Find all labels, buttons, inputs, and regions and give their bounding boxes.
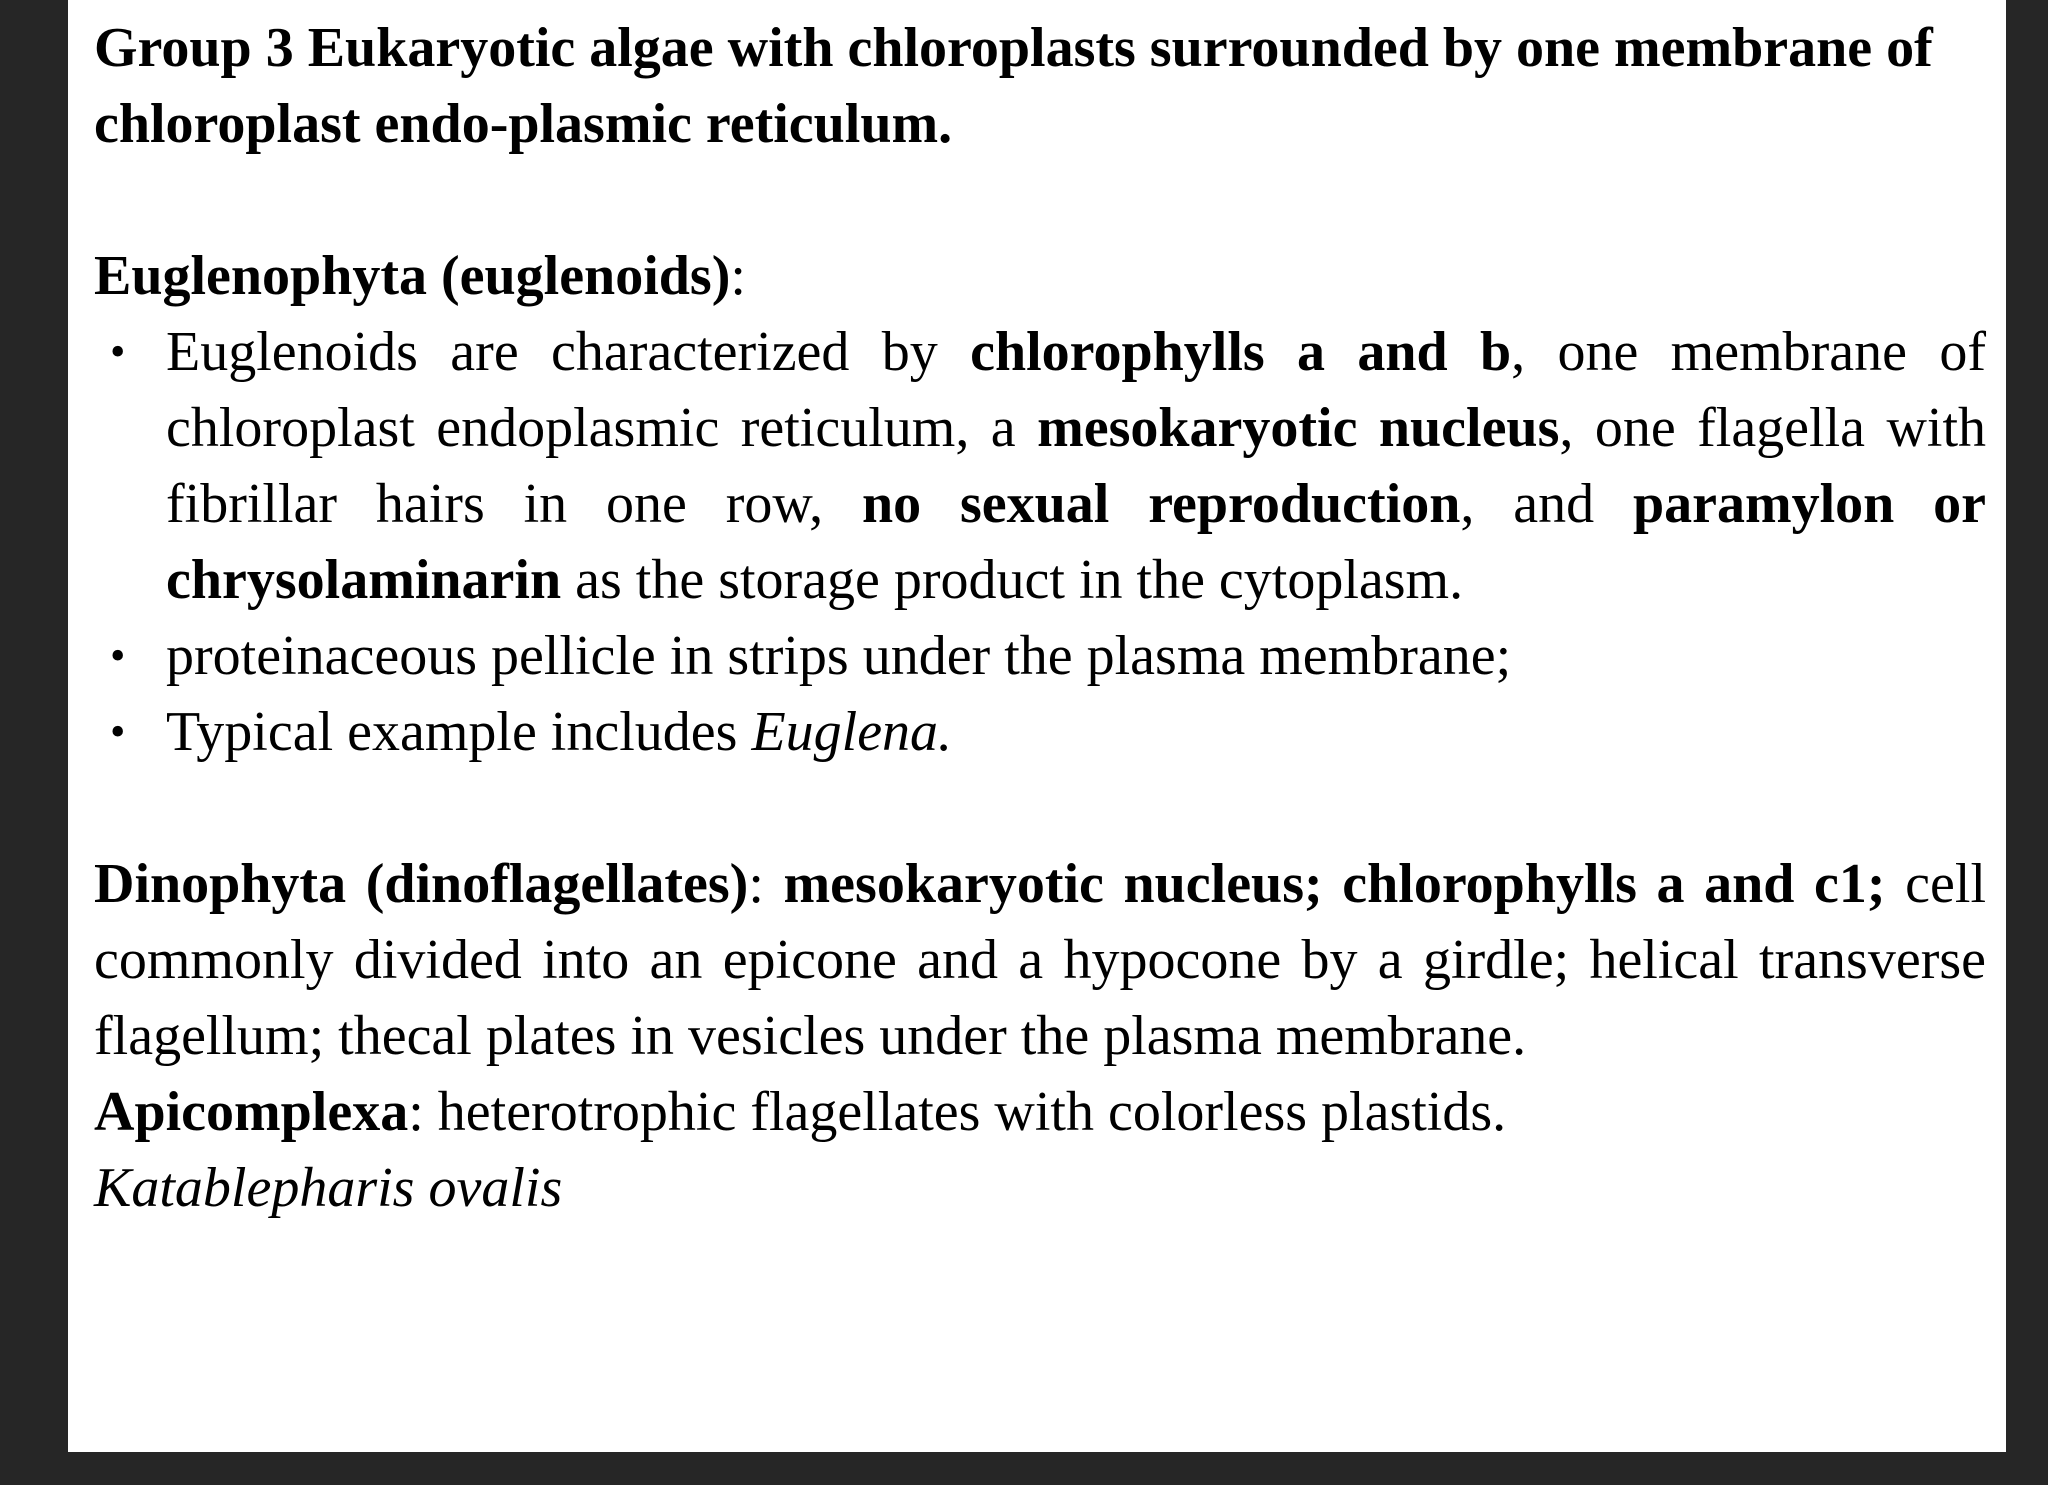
apicomplexa-paragraph [94,1074,1986,1226]
bullet1-text2: , one membrane of chloroplast endoplasmic reticulum, a [166,321,1987,459]
bullet3-example: Euglena. [751,701,953,763]
bullet1-text5: as the storage product in the cytoplasm. [561,549,1464,611]
euglenophyta-bullet-list [94,314,1986,770]
bullet1-bold3: no sexual reproduction [862,473,1461,535]
bullet1-text4: , and [1460,473,1633,535]
bullet1-text1: Euglenoids are characterized by [166,321,971,383]
apicomplexa-text: heterotrophic flagellates with colorless plastids. [423,1081,1507,1143]
bullet1-bold1: chlorophylls a and b [970,321,1512,383]
dinophyta-paragraph [94,846,1986,1074]
list-item [94,314,1986,618]
dinophyta-bold: mesokaryotic nucleus; chlorophylls a and c1; [783,853,1886,915]
apicomplexa-example: Katablepharis ovalis [94,1157,563,1219]
group-heading: Group 3 Eukaryotic algae with chloroplasts surrounded by one membrane of chloroplast endo-plasmic reticulum. [94,17,1933,155]
dinophyta-colon: : [748,853,784,915]
euglenophyta-heading [94,238,1986,314]
bullet-icon: • [110,631,126,680]
bullet-icon: • [110,707,126,756]
bullet1-text3: , one flagella with fibrillar hairs in one row, [166,397,1986,535]
bullet-icon: • [110,327,126,376]
euglenophyta-title: Euglenophyta (euglenoids) [94,245,731,307]
apicomplexa-title: Apicomplexa [94,1081,409,1143]
bullet1-bold2: mesokaryotic nucleus [1037,397,1560,459]
document-page [68,0,2006,1452]
list-item [94,694,1986,770]
bullet2-text: proteinaceous pellicle in strips under the plasma membrane; [166,625,1512,687]
list-item [94,618,1986,694]
bullet3-text: Typical example includes [166,701,752,763]
apicomplexa-colon: : [408,1081,424,1143]
dinophyta-text: cell commonly divided into an epicone and a hypocone by a girdle; helical transverse flagellum; thecal plates in vesicles under the plasma membrane. [94,853,1986,1067]
euglenophyta-title-colon: : [730,245,746,307]
bullet1-bold4: paramylon or chrysolaminarin [166,473,1986,611]
dinophyta-title: Dinophyta (dinoflagellates) [94,853,749,915]
